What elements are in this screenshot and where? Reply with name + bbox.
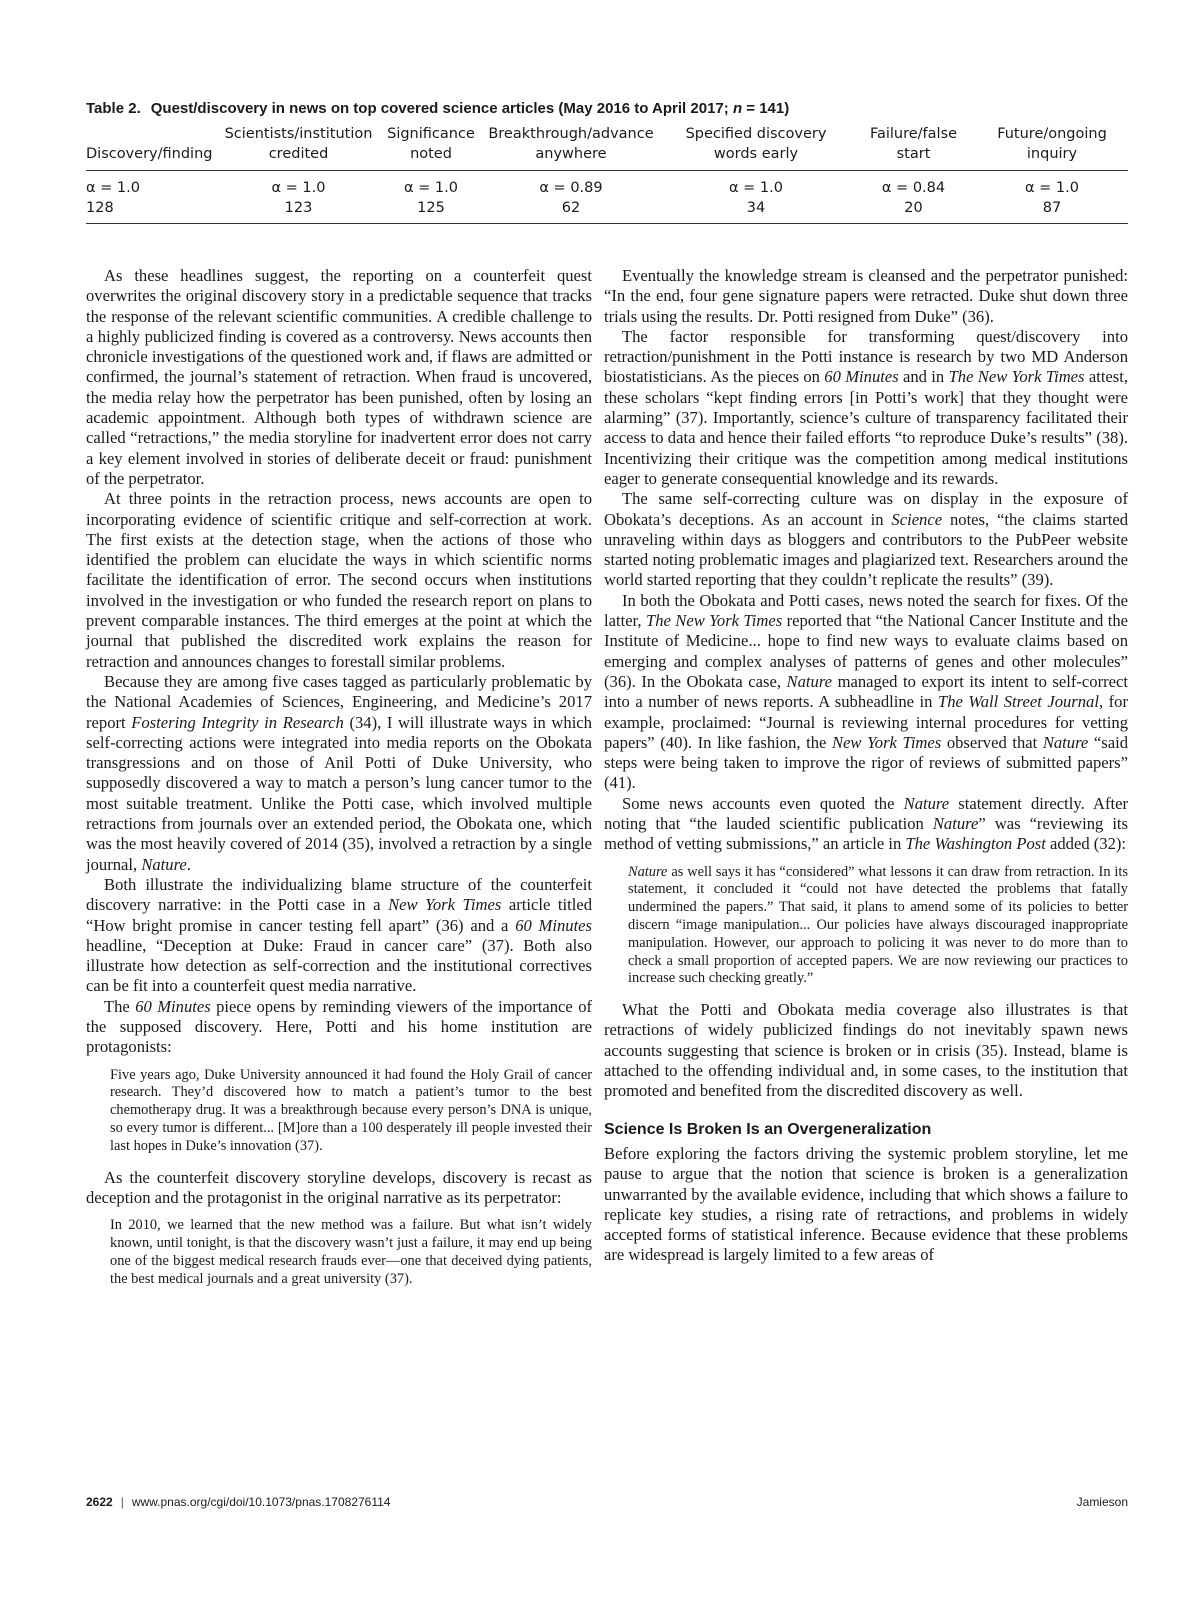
table-row (86, 171, 1128, 199)
table-title-post: = 141) (742, 100, 790, 117)
table-row (86, 198, 1128, 224)
table-cell: 128 (86, 200, 114, 216)
col-header: Failure/false start (869, 126, 958, 162)
table-cell: α = 1.0 (729, 180, 783, 196)
right-column (604, 266, 1128, 1266)
table-cell: α = 0.89 (539, 180, 603, 196)
table-cell: α = 1.0 (271, 180, 326, 196)
paragraph: As the counterfeit discovery storyline develops, discovery is recast as deception and the protagonist in the original narrative as its perpetrator: (86, 1167, 592, 1207)
paragraph: Some news accounts even quoted the Nature statement directly. After noting that “the lauded scientific publication Nature” was “reviewing its method of vetting submissions,” an article in The Washington Post added (32): (604, 793, 1128, 854)
paragraph: Eventually the knowledge stream is cleansed and the perpetrator punished: “In the end, four gene signature papers were retracted. Duke shut down three trials using the results. Dr. Potti resigned from Duke” (36). (604, 266, 1128, 326)
paragraph: The same self-correcting culture was on display in the exposure of Obokata’s deceptions. As an account in Science notes, “the claims started unraveling within days as bloggers and contributors to the PubPeer website started noting problematic images and plagiarized text. Researchers around the world started reporting that they couldn’t replicate the results” (39). (604, 489, 1129, 590)
col-header: Scientists/institution credited (224, 126, 373, 162)
table-2 (86, 100, 1128, 224)
doi-link[interactable]: www.pnas.org/cgi/doi/10.1073/pnas.1708276114 (131, 1495, 391, 1509)
data-table (86, 124, 1128, 224)
block-quote: In 2010, we learned that the new method was a failure. But what isn’t widely known, until tonight, is that the discovery wasn’t just a failure, it may end up being one of the biggest medical research frauds ever—one that deceived dying patients, the best medical journals and a great university (37). (110, 1217, 592, 1287)
col-header: Specified discovery words early (685, 126, 827, 162)
table-title-pre: Quest/discovery in news on top covered science articles (May 2016 to April 2017; (150, 100, 733, 117)
col-header: Breakthrough/advance anywhere (488, 126, 654, 162)
table-cell: α = 1.0 (1025, 180, 1079, 196)
table-cell: α = 1.0 (86, 180, 140, 196)
table-cell: 87 (1042, 200, 1062, 216)
paragraph: At three points in the retraction process, news accounts are open to incorporating evidence of scientific critique and self-correction at work. The first exists at the detection stage, when the actions of those who identified the problem can elucidate the ways in which scientific norms facilitate the identification of error. The second occurs when institutions involved in the investigation or who funded the research report on plans to prevent comparable instances. The third emerges at the point at which the journal that published the discredited work explains the reason for retraction and announces changes to forestall similar problems. (86, 489, 592, 671)
table-cell: 62 (561, 200, 581, 216)
col-header: Discovery/finding (86, 146, 213, 162)
col-header: Future/ongoing inquiry (997, 126, 1107, 162)
running-author: Jamieson (1076, 1495, 1128, 1509)
paragraph: Because they are among five cases tagged as particularly problematic by the National Academies of Sciences, Engineering, and Medicine’s 2017 report Fostering Integrity in Research (34), I will illustrate ways in which self-correcting actions were integrated into media reports on the Obokata transgressions and on those of Anil Potti of Duke University, who supposedly discovered a way to match a person’s lung cancer tumor to the most suitable treatment. Unlike the Potti case, which involved multiple retractions from journals over an extended period, the Obokata one, which was the most heavily covered of 2014 (35), involved a retraction by a single journal, Nature. (86, 671, 592, 874)
footer-separator: | (120, 1495, 124, 1509)
page-number: 2622 (86, 1495, 113, 1509)
table-header-row (86, 124, 1128, 171)
table-cell: α = 0.84 (881, 180, 946, 196)
table-cell: 34 (746, 200, 766, 216)
paragraph: In both the Obokata and Potti cases, news noted the search for fixes. Of the latter, The New York Times reported that “the National Cancer Institute and the Institute of Medicine... hope to find new ways to evaluate claims based on emerging and complex analyses of patterns of genes and other molecules” (36). In the Obokata case, Nature managed to export its intent to self-correct into a number of news reports. A subheadline in The Wall Street Journal, for example, proclaimed: “Journal is reviewing internal procedures for vetting papers” (40). In like fashion, the New York Times observed that Nature “said steps were being taken to improve the rigor of reviews of submitted papers” (41). (604, 590, 1128, 793)
table-cell: 125 (417, 200, 445, 216)
paragraph: What the Potti and Obokata media coverage also illustrates is that retractions of widely publicized findings do not inevitably spawn news accounts suggesting that science is broken or in crisis (35). Instead, blame is attached to the offending individual and, in some cases, to the institution that promoted and benefited from the discredited discovery as well. (604, 1000, 1128, 1101)
block-quote: Five years ago, Duke University announced it had found the Holy Grail of cancer research. They’d discovered how to match a patient’s tumor to the best chemotherapy drug. It was a breakthrough because every person’s DNA is unique, so every tumor is different... [M]ore than a 100 desperately ill people invested their last hopes in Duke’s innovation (37). (110, 1066, 592, 1154)
col-header: Significance noted (387, 126, 475, 162)
left-column (86, 266, 592, 1300)
page-footer (86, 1495, 1128, 1509)
paragraph: Before exploring the factors driving the systemic problem storyline, let me pause to argue that the notion that science is broken is a generalization unwarranted by the available evidence, including that which shows a failure to replicate key studies, a rising rate of retractions, and problems in widely accepted forms of statistical inference. Because evidence that these problems are widespread is largely limited to a few areas of (604, 1143, 1128, 1265)
section-heading: Science Is Broken Is an Overgeneralization (604, 1120, 932, 1138)
paragraph: As these headlines suggest, the reporting on a counterfeit quest overwrites the original discovery story in a predictable sequence that tracks the response of the relevant scientific communities. A credible challenge to a highly publicized finding is covered as a controversy. News accounts then chronicle investigations of the questioned work and, if flaws are admitted or confirmed, the journal’s statement of retraction. When fraud is uncovered, the media relay how the perpetrator has been punished, often by losing an academic appointment. Although both types of withdrawn science are called “retractions,” the media storyline for inadvertent error does not carry a key element involved in stories of deliberate deceit or fraud: punishment of the perpetrator. (86, 266, 592, 488)
table-label: Table 2. (86, 100, 141, 117)
paragraph: The factor responsible for transforming quest/discovery into retraction/punishment in the Potti instance is research by two MD Anderson biostatisticians. As the pieces on 60 Minutes and in The New York Times attest, these scholars “kept finding errors [in Potti’s work] that they thought were alarming” (37). Importantly, science’s culture of transparency facilitated their access to data and hence their failed efforts “to reproduce Duke’s results” (38). Incentivizing their critique was the competition among medical institutions eager to generate consequential knowledge and its rewards. (604, 326, 1129, 488)
paragraph: Both illustrate the individualizing blame structure of the counterfeit discovery narrative: in the Potti case in a New York Times article titled “How bright promise in cancer testing fell apart” (36) and a 60 Minutes headline, “Deception at Duke: Fraud in cancer care” (37). Both also illustrate how detection as self-correction and the institutional correctives can be fit into a counterfeit quest media narrative. (86, 874, 593, 996)
block-quote: Nature as well says it has “considered” what lessons it can draw from retraction. In its statement, it concluded it “could not have detected the problems that fatally undermined the papers.” That said, it plans to amend some of its policies to better discern “image manipulation... Our policies have always discouraged inappropriate manipulation. However, our approach to policing it was never to do more than to check a small proportion of accepted papers. We are now reviewing our practices to increase such checking greatly.” (628, 863, 1128, 987)
table-caption (86, 100, 1128, 117)
table-title-n: n (732, 100, 743, 117)
paragraph: The 60 Minutes piece opens by reminding viewers of the importance of the supposed discovery. Here, Potti and his home institution are protagonists: (86, 996, 593, 1057)
table-cell: α = 1.0 (404, 180, 458, 196)
table-cell: 20 (904, 200, 923, 216)
table-cell: 123 (284, 200, 313, 216)
